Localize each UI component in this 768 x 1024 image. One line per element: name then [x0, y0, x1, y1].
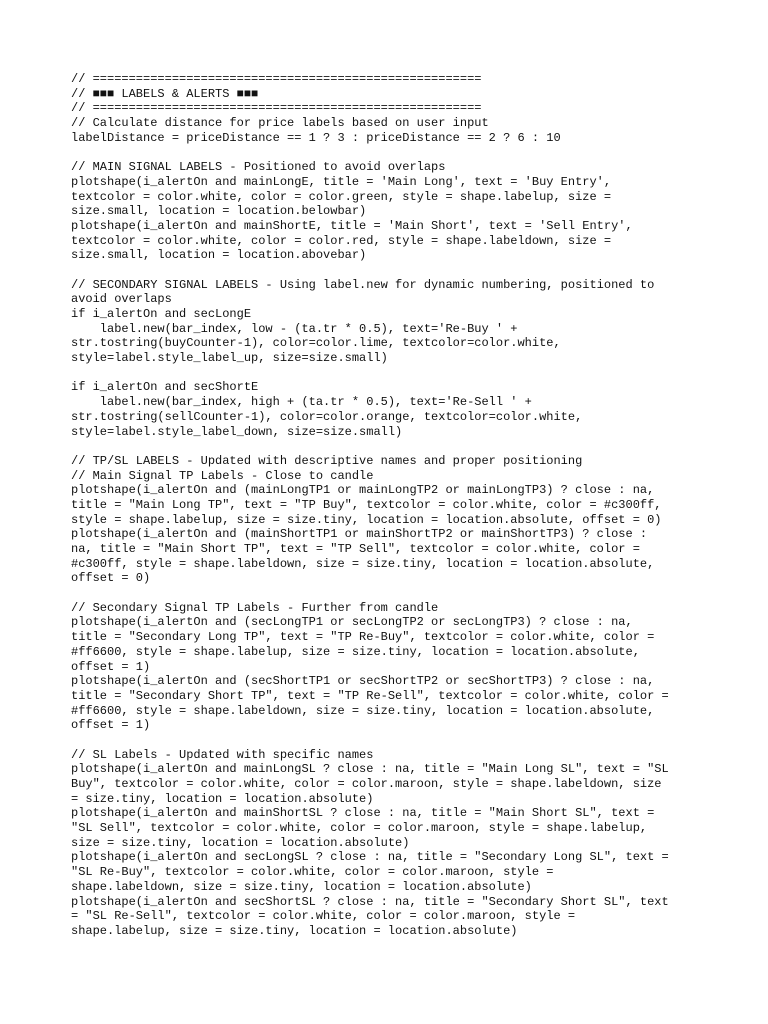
code-line: // Calculate distance for price labels based on user input	[71, 116, 489, 131]
code-line: plotshape(i_alertOn and (secLongTP1 or secLongTP2 or secLongTP3) ? close : na,	[71, 615, 633, 630]
code-line: textcolor = color.white, color = color.green, style = shape.labelup, size =	[71, 189, 612, 204]
blank-line	[71, 145, 711, 160]
code-line: size.small, location = location.abovebar)	[71, 248, 367, 263]
code-line: offset = 0)	[71, 571, 151, 586]
code-line: if i_alertOn and secLongE	[71, 307, 252, 321]
code-line: "SL Re-Buy", textcolor = color.white, color = color.maroon, style =	[71, 865, 554, 880]
code-line: // ■■■ LABELS & ALERTS ■■■	[71, 86, 259, 101]
code-line: // TP/SL LABELS - Updated with descriptive names and proper positioning	[71, 453, 583, 468]
code-line: plotshape(i_alertOn and secLongSL ? close : na, title = "Secondary Long SL", text =	[71, 850, 669, 865]
code-line: // Secondary Signal TP Labels - Further from candle	[71, 600, 439, 615]
code-line: #ff6600, style = shape.labelup, size = size.tiny, location = location.absolute,	[71, 644, 640, 659]
code-line: if i_alertOn and secShortE	[71, 380, 259, 395]
code-line: plotshape(i_alertOn and mainShortSL ? close : na, title = "Main Short SL", text =	[71, 806, 655, 821]
code-line: label.new(bar_index, low - (ta.tr * 0.5), text='Re-Buy ' +	[71, 321, 518, 336]
code-line: title = "Secondary Long TP", text = "TP Re-Buy", textcolor = color.white, color =	[71, 630, 655, 645]
code-line: plotshape(i_alertOn and mainLongE, title = 'Main Long', text = 'Buy Entry',	[71, 174, 612, 189]
code-line: #c300ff, style = shape.labeldown, size = size.tiny, location = location.absolute,	[71, 556, 655, 571]
code-block	[71, 72, 711, 939]
blank-line	[71, 733, 711, 748]
code-line: // ======================================================	[71, 72, 482, 86]
code-line: labelDistance = priceDistance == 1 ? 3 : priceDistance == 2 ? 6 : 10	[71, 130, 561, 145]
code-line: plotshape(i_alertOn and mainShortE, title = 'Main Short', text = 'Sell Entry',	[71, 218, 633, 233]
code-line: // Main Signal TP Labels - Close to candle	[71, 468, 374, 483]
blank-line	[71, 586, 711, 601]
code-line: str.tostring(sellCounter-1), color=color.orange, textcolor=color.white,	[71, 409, 583, 424]
code-line: style = shape.labelup, size = size.tiny, location = location.absolute, offset = 0)	[71, 512, 662, 527]
code-line: plotshape(i_alertOn and (mainLongTP1 or mainLongTP2 or mainLongTP3) ? close : na,	[71, 483, 655, 498]
code-line: na, title = "Main Short TP", text = "TP Sell", textcolor = color.white, color =	[71, 542, 640, 556]
code-line: // MAIN SIGNAL LABELS - Positioned to avoid overlaps	[71, 160, 446, 175]
code-line: offset = 1)	[71, 659, 151, 674]
code-line: Buy", textcolor = color.white, color = color.maroon, style = shape.labeldown, size	[71, 777, 662, 791]
code-line: str.tostring(buyCounter-1), color=color.lime, textcolor=color.white,	[71, 336, 561, 351]
blank-line	[71, 263, 711, 278]
code-line: plotshape(i_alertOn and secShortSL ? close : na, title = "Secondary Short SL", text	[71, 894, 669, 909]
code-line: // SECONDARY SIGNAL LABELS - Using label.new for dynamic numbering, positioned to	[71, 277, 655, 292]
code-line: textcolor = color.white, color = color.red, style = shape.labeldown, size =	[71, 233, 612, 248]
code-line: size.small, location = location.belowbar)	[71, 204, 367, 219]
code-line: #ff6600, style = shape.labeldown, size = size.tiny, location = location.absolute,	[71, 703, 655, 718]
code-line: style=label.style_label_down, size=size.small)	[71, 424, 403, 439]
code-line: = "SL Re-Sell", textcolor = color.white, color = color.maroon, style =	[71, 909, 576, 924]
code-line: style=label.style_label_up, size=size.small)	[71, 351, 388, 366]
code-line: "SL Sell", textcolor = color.white, color = color.maroon, style = shape.labelup,	[71, 821, 648, 836]
blank-line	[71, 439, 711, 454]
blank-line	[71, 366, 711, 381]
code-line: // SL Labels - Updated with specific names	[71, 747, 374, 762]
code-line: = size.tiny, location = location.absolute)	[71, 791, 374, 806]
code-line: title = "Main Long TP", text = "TP Buy", textcolor = color.white, color = #c300ff,	[71, 497, 662, 512]
code-line: size = size.tiny, location = location.absolute)	[71, 835, 410, 850]
code-line: offset = 1)	[71, 718, 151, 733]
code-line: avoid overlaps	[71, 292, 172, 307]
code-line: // ======================================================	[71, 101, 482, 116]
code-line: label.new(bar_index, high + (ta.tr * 0.5), text='Re-Sell ' +	[71, 395, 532, 410]
code-line: plotshape(i_alertOn and mainLongSL ? close : na, title = "Main Long SL", text = "SL	[71, 762, 669, 777]
code-line: plotshape(i_alertOn and (mainShortTP1 or mainShortTP2 or mainShortTP3) ? close :	[71, 527, 648, 542]
code-line: shape.labelup, size = size.tiny, location = location.absolute)	[71, 923, 518, 938]
code-line: shape.labeldown, size = size.tiny, location = location.absolute)	[71, 879, 532, 894]
code-line: plotshape(i_alertOn and (secShortTP1 or secShortTP2 or secShortTP3) ? close : na,	[71, 674, 655, 689]
code-line: title = "Secondary Short TP", text = "TP Re-Sell", textcolor = color.white, color =	[71, 688, 669, 703]
